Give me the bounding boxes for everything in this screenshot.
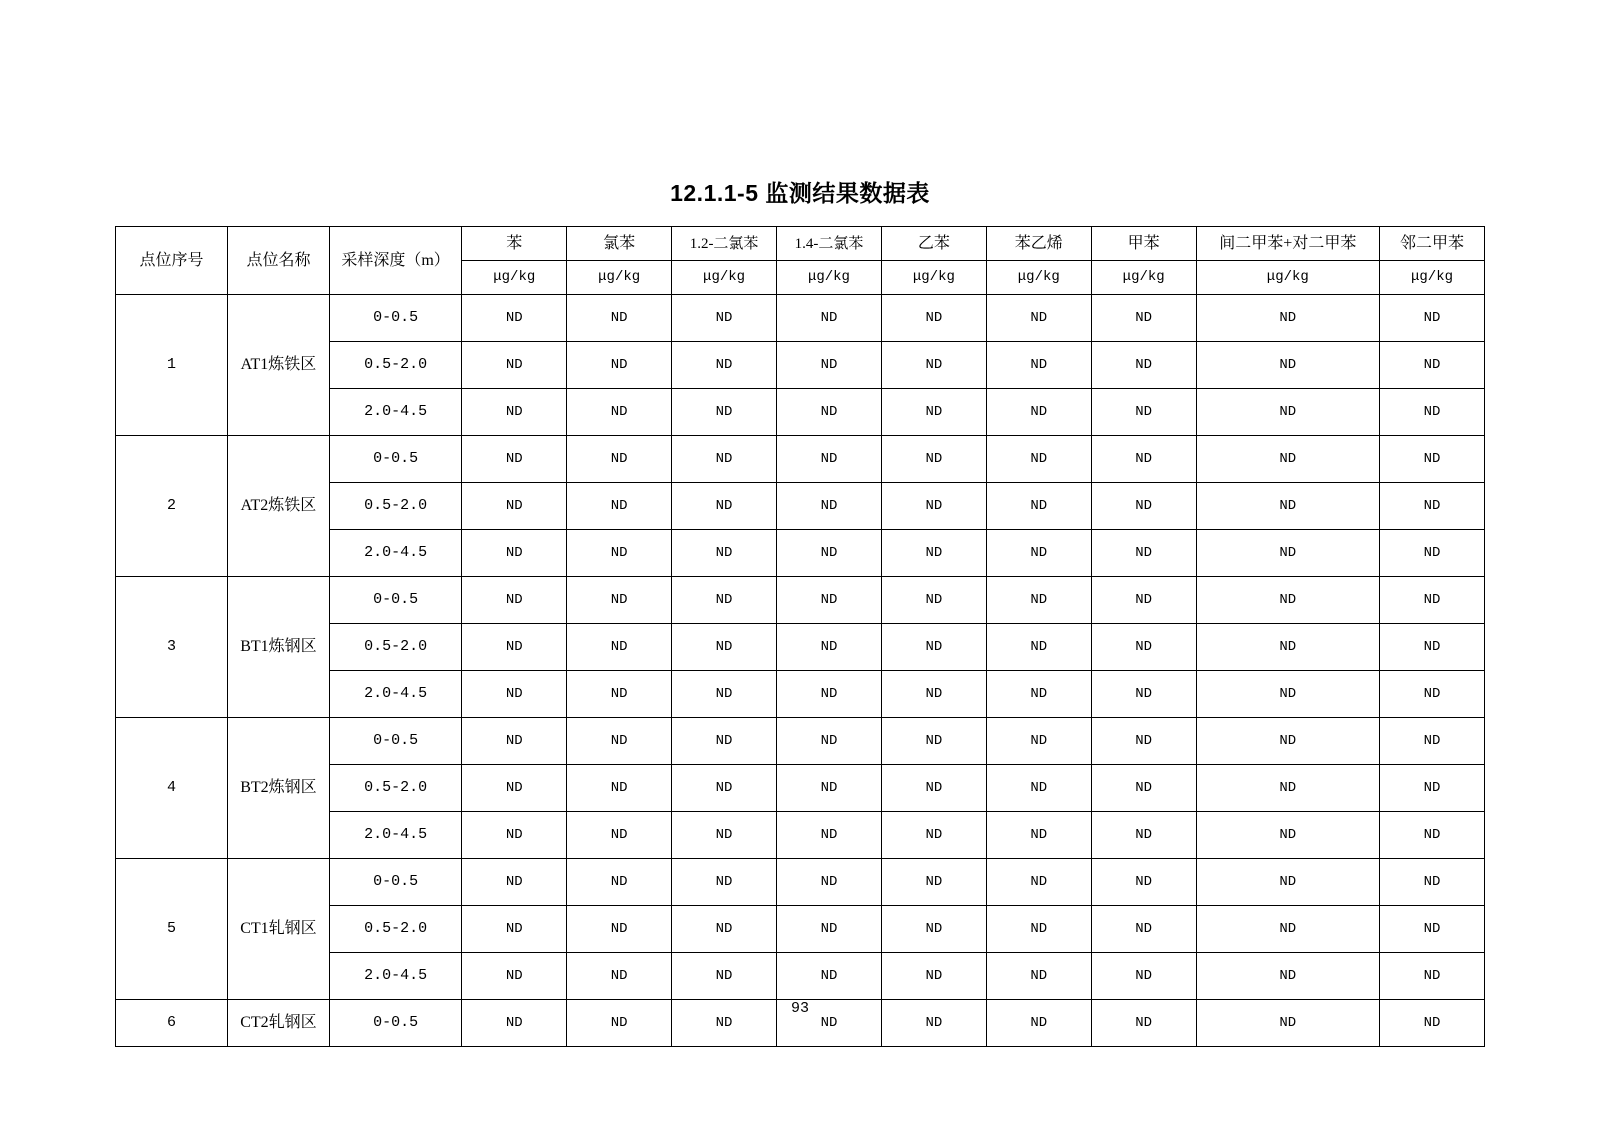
cell-value: ND: [1379, 530, 1484, 577]
cell-value: ND: [777, 295, 882, 342]
unit-benzene: μg/kg: [462, 261, 567, 295]
cell-depth: 0.5-2.0: [329, 906, 461, 953]
cell-depth: 2.0-4.5: [329, 389, 461, 436]
column-header-analyte-ethylbenzene: 乙苯: [881, 227, 986, 261]
cell-value: ND: [1091, 342, 1196, 389]
cell-value: ND: [881, 483, 986, 530]
cell-value: ND: [881, 530, 986, 577]
cell-value: ND: [881, 389, 986, 436]
monitoring-results-table-wrapper: [115, 226, 1485, 1047]
table-row: [116, 577, 1485, 624]
cell-value: ND: [1196, 859, 1379, 906]
cell-value: ND: [881, 765, 986, 812]
cell-value: ND: [777, 906, 882, 953]
cell-value: ND: [1196, 718, 1379, 765]
cell-value: ND: [1091, 812, 1196, 859]
column-header-analyte-toluene: 甲苯: [1091, 227, 1196, 261]
cell-value: ND: [777, 483, 882, 530]
cell-value: ND: [672, 718, 777, 765]
cell-value: ND: [567, 577, 672, 624]
cell-depth: 0.5-2.0: [329, 624, 461, 671]
cell-value: ND: [1379, 859, 1484, 906]
cell-depth: 2.0-4.5: [329, 953, 461, 1000]
cell-value: ND: [567, 624, 672, 671]
cell-depth: 2.0-4.5: [329, 812, 461, 859]
cell-value: ND: [567, 530, 672, 577]
page-number: 93: [790, 1000, 809, 1017]
cell-value: ND: [986, 671, 1091, 718]
unit-m-p-xylene: μg/kg: [1196, 261, 1379, 295]
cell-value: ND: [567, 389, 672, 436]
cell-index: 5: [116, 859, 228, 1000]
cell-value: ND: [777, 624, 882, 671]
column-header-analyte-12-dichlorobenzene: 1.2-二氯苯: [672, 227, 777, 261]
cell-index: 4: [116, 718, 228, 859]
cell-value: ND: [881, 342, 986, 389]
cell-value: ND: [986, 342, 1091, 389]
column-header-analyte-styrene: 苯乙烯: [986, 227, 1091, 261]
cell-value: ND: [777, 342, 882, 389]
cell-value: ND: [1091, 671, 1196, 718]
cell-point-name: BT1炼钢区: [228, 577, 330, 718]
cell-value: ND: [1091, 530, 1196, 577]
cell-value: ND: [462, 765, 567, 812]
cell-value: ND: [1196, 624, 1379, 671]
cell-value: ND: [881, 295, 986, 342]
cell-value: ND: [567, 953, 672, 1000]
cell-value: ND: [1091, 953, 1196, 1000]
cell-value: ND: [777, 389, 882, 436]
cell-value: ND: [567, 906, 672, 953]
cell-value: ND: [462, 342, 567, 389]
cell-value: ND: [462, 530, 567, 577]
cell-value: ND: [1091, 765, 1196, 812]
cell-depth: 2.0-4.5: [329, 671, 461, 718]
cell-depth: 0-0.5: [329, 718, 461, 765]
cell-value: ND: [672, 624, 777, 671]
table-header-row-names: [116, 227, 1485, 261]
cell-value: ND: [567, 671, 672, 718]
cell-value: ND: [462, 436, 567, 483]
unit-chlorobenzene: μg/kg: [567, 261, 672, 295]
cell-value: ND: [1196, 765, 1379, 812]
cell-value: ND: [986, 812, 1091, 859]
cell-depth: 0-0.5: [329, 295, 461, 342]
cell-value: ND: [567, 483, 672, 530]
cell-depth: 0-0.5: [329, 436, 461, 483]
cell-value: ND: [881, 624, 986, 671]
cell-value: ND: [1091, 483, 1196, 530]
cell-value: ND: [672, 295, 777, 342]
cell-value: ND: [1379, 765, 1484, 812]
table-header: [116, 227, 1485, 295]
cell-value: ND: [462, 718, 567, 765]
cell-value: ND: [462, 906, 567, 953]
cell-value: ND: [881, 859, 986, 906]
cell-value: ND: [462, 671, 567, 718]
cell-value: ND: [777, 1000, 882, 1047]
cell-value: ND: [1379, 389, 1484, 436]
cell-value: ND: [567, 812, 672, 859]
table-body: [116, 295, 1485, 1047]
cell-value: ND: [777, 530, 882, 577]
cell-value: ND: [1379, 342, 1484, 389]
cell-value: ND: [567, 765, 672, 812]
cell-value: ND: [1091, 906, 1196, 953]
table-row: [116, 436, 1485, 483]
cell-value: ND: [672, 389, 777, 436]
cell-value: ND: [777, 812, 882, 859]
cell-value: ND: [777, 718, 882, 765]
cell-depth: 0-0.5: [329, 577, 461, 624]
column-header-index: 点位序号: [116, 227, 228, 295]
cell-index: 2: [116, 436, 228, 577]
cell-value: ND: [986, 436, 1091, 483]
cell-value: ND: [881, 436, 986, 483]
cell-value: ND: [1379, 577, 1484, 624]
cell-point-name: AT1炼铁区: [228, 295, 330, 436]
cell-value: ND: [1091, 859, 1196, 906]
table-row: [116, 718, 1485, 765]
column-header-analyte-o-xylene: 邻二甲苯: [1379, 227, 1484, 261]
cell-value: ND: [881, 577, 986, 624]
cell-value: ND: [567, 859, 672, 906]
cell-value: ND: [1091, 436, 1196, 483]
cell-value: ND: [462, 812, 567, 859]
cell-value: ND: [1196, 906, 1379, 953]
cell-value: ND: [986, 295, 1091, 342]
column-header-analyte-m-p-xylene: 间二甲苯+对二甲苯: [1196, 227, 1379, 261]
cell-value: ND: [881, 812, 986, 859]
cell-value: ND: [672, 577, 777, 624]
cell-value: ND: [1379, 718, 1484, 765]
cell-value: ND: [672, 342, 777, 389]
unit-styrene: μg/kg: [986, 261, 1091, 295]
cell-value: ND: [1379, 812, 1484, 859]
cell-value: ND: [986, 624, 1091, 671]
cell-value: ND: [777, 859, 882, 906]
cell-depth: 0.5-2.0: [329, 765, 461, 812]
cell-value: ND: [1379, 624, 1484, 671]
cell-value: ND: [462, 295, 567, 342]
cell-value: ND: [672, 859, 777, 906]
cell-value: ND: [777, 765, 882, 812]
cell-value: ND: [986, 906, 1091, 953]
cell-value: ND: [672, 483, 777, 530]
cell-value: ND: [881, 953, 986, 1000]
cell-value: ND: [986, 718, 1091, 765]
column-header-point-name: 点位名称: [228, 227, 330, 295]
cell-value: ND: [1196, 295, 1379, 342]
cell-value: ND: [986, 765, 1091, 812]
cell-value: ND: [1196, 483, 1379, 530]
cell-value: ND: [1379, 483, 1484, 530]
cell-value: ND: [1091, 1000, 1196, 1047]
cell-value: ND: [986, 577, 1091, 624]
cell-value: ND: [1091, 718, 1196, 765]
column-header-analyte-14-dichlorobenzene: 1.4-二氯苯: [777, 227, 882, 261]
cell-value: ND: [672, 1000, 777, 1047]
cell-value: ND: [1379, 436, 1484, 483]
cell-value: ND: [672, 530, 777, 577]
cell-value: ND: [986, 859, 1091, 906]
column-header-analyte-benzene: 苯: [462, 227, 567, 261]
cell-point-name: CT1轧钢区: [228, 859, 330, 1000]
cell-value: ND: [777, 436, 882, 483]
cell-value: ND: [567, 342, 672, 389]
page-title: 12.1.1-5 监测结果数据表: [670, 180, 930, 206]
cell-value: ND: [1379, 295, 1484, 342]
cell-value: ND: [1379, 906, 1484, 953]
column-header-depth: 采样深度（m）: [329, 227, 461, 295]
cell-point-name: BT2炼钢区: [228, 718, 330, 859]
cell-depth: 2.0-4.5: [329, 530, 461, 577]
cell-value: ND: [1196, 812, 1379, 859]
cell-value: ND: [672, 671, 777, 718]
cell-value: ND: [462, 859, 567, 906]
cell-depth: 0-0.5: [329, 859, 461, 906]
cell-value: ND: [567, 436, 672, 483]
unit-14-dichlorobenzene: μg/kg: [777, 261, 882, 295]
cell-value: ND: [1379, 953, 1484, 1000]
table-row: [116, 859, 1485, 906]
cell-value: ND: [986, 953, 1091, 1000]
unit-o-xylene: μg/kg: [1379, 261, 1484, 295]
cell-value: ND: [1196, 530, 1379, 577]
cell-value: ND: [777, 577, 882, 624]
unit-12-dichlorobenzene: μg/kg: [672, 261, 777, 295]
cell-depth: 0.5-2.0: [329, 483, 461, 530]
cell-value: ND: [1196, 389, 1379, 436]
cell-value: ND: [672, 812, 777, 859]
cell-value: ND: [567, 295, 672, 342]
cell-value: ND: [672, 953, 777, 1000]
cell-value: ND: [462, 483, 567, 530]
cell-value: ND: [986, 1000, 1091, 1047]
cell-value: ND: [1196, 342, 1379, 389]
cell-value: ND: [881, 1000, 986, 1047]
cell-value: ND: [672, 765, 777, 812]
cell-value: ND: [462, 624, 567, 671]
cell-value: ND: [1379, 671, 1484, 718]
cell-depth: 0-0.5: [329, 1000, 461, 1047]
cell-value: ND: [462, 577, 567, 624]
cell-value: ND: [567, 1000, 672, 1047]
column-header-analyte-chlorobenzene: 氯苯: [567, 227, 672, 261]
cell-value: ND: [1091, 389, 1196, 436]
cell-value: ND: [567, 718, 672, 765]
cell-value: ND: [986, 483, 1091, 530]
cell-value: ND: [1379, 1000, 1484, 1047]
cell-value: ND: [777, 953, 882, 1000]
cell-value: ND: [777, 671, 882, 718]
cell-point-name: CT2轧钢区: [228, 1000, 330, 1047]
cell-value: ND: [986, 389, 1091, 436]
cell-value: ND: [1091, 624, 1196, 671]
table-row: [116, 295, 1485, 342]
cell-index: 3: [116, 577, 228, 718]
cell-index: 6: [116, 1000, 228, 1047]
cell-value: ND: [672, 906, 777, 953]
cell-value: ND: [462, 1000, 567, 1047]
unit-toluene: μg/kg: [1091, 261, 1196, 295]
cell-index: 1: [116, 295, 228, 436]
cell-value: ND: [1091, 295, 1196, 342]
cell-value: ND: [1196, 953, 1379, 1000]
cell-value: ND: [1196, 436, 1379, 483]
cell-value: ND: [881, 718, 986, 765]
cell-value: ND: [1196, 577, 1379, 624]
cell-depth: 0.5-2.0: [329, 342, 461, 389]
monitoring-results-table: [115, 226, 1485, 1047]
cell-value: ND: [986, 530, 1091, 577]
cell-value: ND: [1091, 577, 1196, 624]
cell-value: ND: [881, 671, 986, 718]
cell-value: ND: [881, 906, 986, 953]
cell-value: ND: [462, 389, 567, 436]
cell-value: ND: [1196, 1000, 1379, 1047]
cell-value: ND: [672, 436, 777, 483]
cell-value: ND: [462, 953, 567, 1000]
cell-point-name: AT2炼铁区: [228, 436, 330, 577]
unit-ethylbenzene: μg/kg: [881, 261, 986, 295]
cell-value: ND: [1196, 671, 1379, 718]
